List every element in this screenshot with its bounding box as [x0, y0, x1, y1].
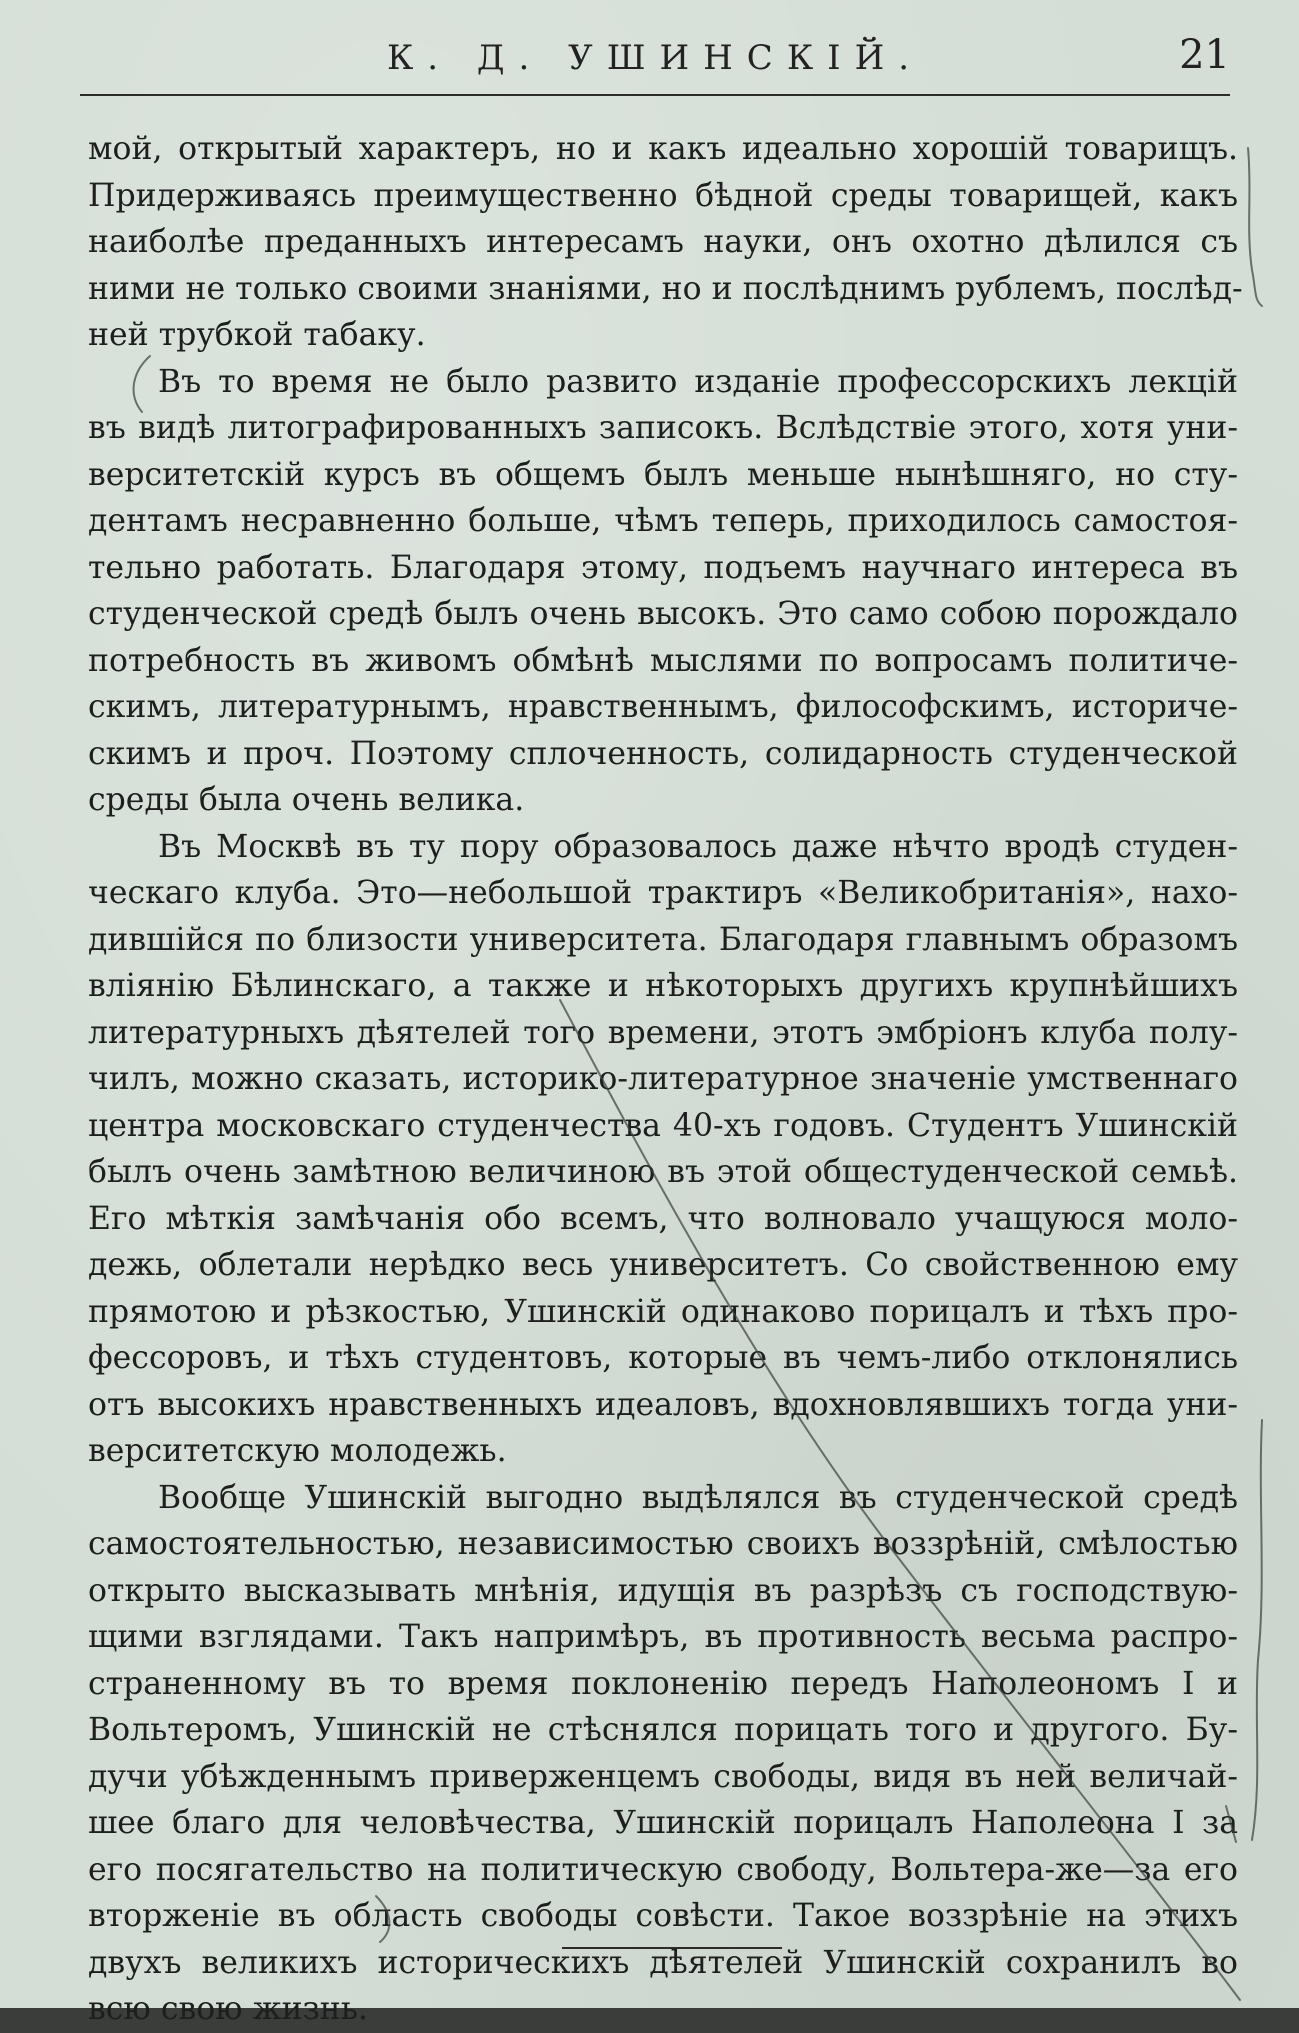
pencil-bracket-bottom-right [1252, 1420, 1262, 1840]
text-line: наиболѣе преданныхъ интересамъ науки, онъ охотно дѣлился съ [88, 224, 1238, 260]
text-line: дентамъ несравненно больше, чѣмъ теперь, приходилось самостоя- [88, 503, 1238, 539]
text-line: ческаго клуба. Это—небольшой трактиръ «Великобританія», нахо- [88, 875, 1238, 911]
text-line: мой, открытый характеръ, но и какъ идеально хорошій товарищъ. [88, 131, 1238, 167]
page-number: 21 [1179, 32, 1230, 78]
text-line: скимъ и проч. Поэтому сплоченность, солидарность студенческой [88, 735, 1238, 772]
text-line: въ видѣ литографированныхъ записокъ. Вслѣдствіе этого, хотя уни- [88, 410, 1238, 446]
text-line: тельно работать. Благодаря этому, подъемъ научнаго интереса въ [88, 549, 1238, 586]
text-line: Вольтеромъ, Ушинскій не стѣснялся порицать того и другого. Бу- [88, 1712, 1238, 1748]
paragraph [88, 359, 1238, 824]
text-line: ними не только своими знаніями, но и послѣднимъ рублемъ, послѣд- [88, 270, 1243, 307]
text-line: былъ очень замѣтною величиною въ этой общестуденческой семьѣ. [88, 1154, 1238, 1190]
text-line: самостоятельностью, независимостью своихъ воззрѣній, смѣлостью [88, 1526, 1238, 1562]
text-line: щими взглядами. Такъ напримѣръ, въ противность весьма распро- [88, 1619, 1238, 1655]
text-line: дежь, облетали нерѣдко весь университетъ. Со свойственною ему [88, 1247, 1238, 1283]
text-line: дучи убѣжденнымъ приверженцемъ свободы, видя въ ней величай- [88, 1758, 1238, 1795]
text-line: чилъ, можно сказать, историко-литературное значеніе умственнаго [88, 1061, 1238, 1097]
running-head: К. Д. УШИНСКІЙ. [386, 38, 924, 78]
text-line: Въ то время не было развито изданіе профессорскихъ лекцій [158, 363, 1238, 400]
text-line: фессоровъ, и тѣхъ студентовъ, которые въ чемъ-либо отклонялись [88, 1340, 1238, 1376]
text-line: ней трубкой табаку. [88, 317, 426, 353]
text-line: вторженіе въ область свободы совѣсти. Такое воззрѣніе на этихъ [88, 1898, 1238, 1934]
body-text [88, 126, 1243, 2033]
text-line: отъ высокихъ нравственныхъ идеаловъ, вдохновлявшихъ тогда уни- [88, 1386, 1238, 1423]
text-line: Его мѣткія замѣчанія обо всемъ, что волновало учащуюся моло- [88, 1200, 1238, 1237]
paragraph [88, 126, 1243, 359]
text-line: прямотою и рѣзкостью, Ушинскій одинаково порицалъ и тѣхъ про- [88, 1293, 1238, 1330]
header-rule [80, 94, 1230, 96]
text-line: Вообще Ушинскій выгодно выдѣлялся въ студенческой средѣ [158, 1479, 1238, 1516]
text-line: дившійся по близости университета. Благодаря главнымъ образомъ [88, 921, 1238, 958]
text-line: всю свою жизнь. [88, 1991, 368, 2027]
text-line: его посягательство на политическую свободу, Вольтера-же—за его [88, 1851, 1238, 1888]
text-line: скимъ, литературнымъ, нравственнымъ, философскимъ, историче- [88, 689, 1238, 725]
text-line: открыто высказывать мнѣнія, идущія въ разрѣзъ съ господствую- [88, 1572, 1238, 1609]
text-line: студенческой средѣ былъ очень высокъ. Это само собою порождало [88, 596, 1238, 632]
text-line: верситетскую молодежь. [88, 1433, 507, 1469]
end-rule [562, 1947, 782, 1949]
text-line: среды была очень велика. [88, 782, 525, 818]
text-line: Придерживаясь преимущественно бѣдной среды товарищей, какъ [88, 177, 1238, 214]
paragraph [88, 824, 1238, 1475]
text-line: центра московскаго студенчества 40-хъ годовъ. Студентъ Ушинскій [88, 1107, 1238, 1144]
text-line: страненному въ то время поклоненію передъ Наполеономъ I и [88, 1665, 1238, 1702]
text-line: двухъ великихъ историческихъ дѣятелей Ушинскій сохранилъ во [88, 1944, 1238, 1981]
text-line: вліянію Бѣлинскаго, а также и нѣкоторыхъ другихъ крупнѣйшихъ [88, 968, 1238, 1004]
text-line: Въ Москвѣ въ ту пору образовалось даже нѣчто вродѣ студен- [158, 828, 1238, 865]
text-line: верситетскій курсъ въ общемъ былъ меньше нынѣшняго, но сту- [88, 456, 1238, 493]
pencil-bracket-top-right [1248, 148, 1262, 306]
page-header [80, 28, 1230, 92]
text-line: потребность въ живомъ обмѣнѣ мыслями по вопросамъ политиче- [88, 642, 1238, 679]
text-line: шее благо для человѣчества, Ушинскій порицалъ Наполеона I за [88, 1805, 1238, 1841]
text-line: литературныхъ дѣятелей того времени, этотъ эмбріонъ клуба полу- [88, 1014, 1238, 1051]
